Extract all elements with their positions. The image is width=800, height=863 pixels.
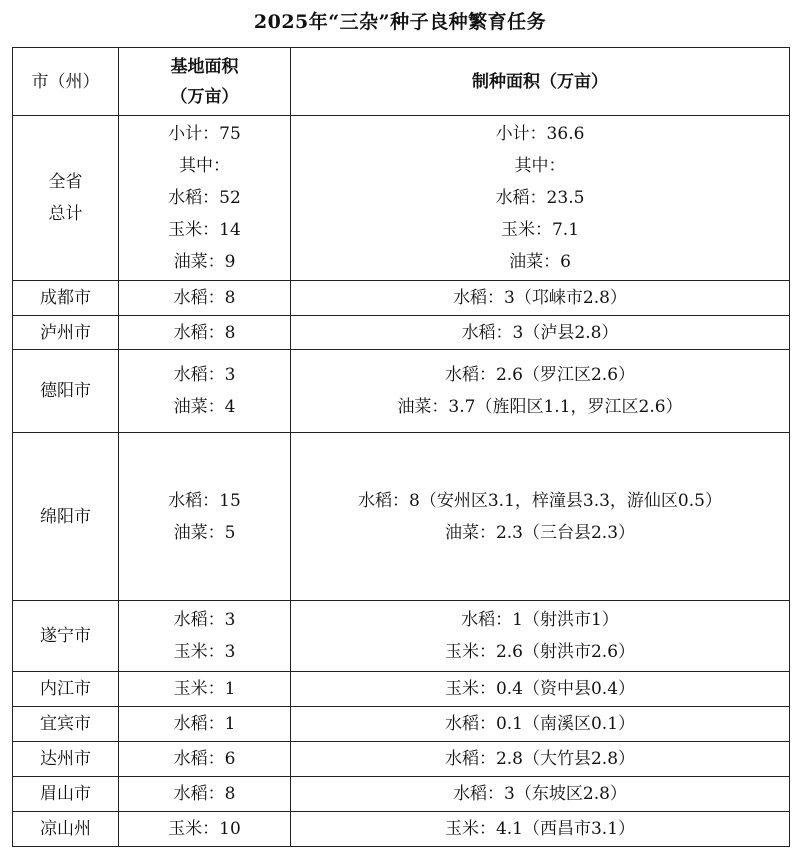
- base-area-cell-line: 水稻：1: [173, 714, 236, 734]
- table-body: [13, 116, 790, 847]
- city-cell: [13, 812, 119, 847]
- seed-area-cell: [291, 812, 790, 847]
- city-cell-line: 泸州市: [40, 322, 91, 343]
- document-title: 2025年“三杂”种子良种繁育任务: [253, 11, 547, 33]
- table-row: [13, 601, 790, 672]
- city-cell: [13, 707, 119, 742]
- seed-area-cell: [291, 316, 790, 350]
- seed-area-cell-line: 水稻：3（邛崃市2.8）: [453, 288, 627, 308]
- table-row: [13, 777, 790, 812]
- city-cell-line: 德阳市: [40, 381, 91, 401]
- seed-area-cell-line: 水稻：23.5: [495, 188, 585, 208]
- seed-area-cell: [291, 281, 790, 316]
- seed-area-cell-line: 水稻：3（东坡区2.8）: [453, 784, 627, 804]
- header-city: 市（州）: [13, 48, 119, 116]
- city-cell: [13, 672, 119, 707]
- table-row: [13, 672, 790, 707]
- seed-area-cell: [291, 777, 790, 812]
- seed-area-cell-line: 水稻：8（安州区3.1，梓潼县3.3，游仙区0.5）: [358, 490, 722, 511]
- table-row: [13, 281, 790, 316]
- city-cell: [13, 601, 119, 672]
- base-area-cell-line: 水稻：52: [168, 188, 241, 208]
- seed-area-cell-line: 水稻：1（射洪市1）: [461, 610, 619, 630]
- header-seed-area: 制种面积（万亩）: [291, 48, 790, 116]
- city-cell-line: 成都市: [40, 288, 91, 308]
- base-area-cell: [119, 742, 291, 777]
- seed-area-cell-line: 水稻：2.6（罗江区2.6）: [444, 365, 636, 385]
- seed-area-cell-line: 玉米：4.1（西昌市3.1）: [444, 819, 636, 839]
- table-row: [13, 116, 790, 281]
- base-area-cell-line: 水稻：8: [173, 288, 236, 308]
- seed-area-cell-line: 玉米：7.1: [500, 220, 580, 240]
- seed-area-cell-line: 油菜：2.3（三台县2.3）: [444, 522, 636, 543]
- table-row: [13, 433, 790, 601]
- city-cell-line: 总计: [48, 204, 83, 224]
- city-cell-line: 凉山州: [40, 819, 91, 839]
- city-cell-line: 绵阳市: [40, 506, 91, 527]
- seed-area-cell: [291, 672, 790, 707]
- city-cell-line: 达州市: [40, 749, 91, 769]
- city-cell: [13, 777, 119, 812]
- city-cell: [13, 433, 119, 601]
- base-area-cell: [119, 707, 291, 742]
- base-area-cell-line: 油菜：4: [173, 397, 236, 417]
- city-cell-line: 内江市: [40, 679, 91, 699]
- seed-area-cell-line: 油菜：6: [509, 252, 571, 272]
- city-cell: [13, 281, 119, 316]
- base-area-cell-line: 水稻：15: [168, 490, 241, 511]
- seed-area-cell-line: 油菜：3.7（旌阳区1.1，罗江区2.6）: [397, 397, 683, 417]
- city-cell: [13, 316, 119, 350]
- base-area-cell-line: 小计：75: [168, 124, 241, 144]
- seed-area-cell-line: 玉米：2.6（射洪市2.6）: [444, 642, 636, 662]
- base-area-cell-line: 水稻：3: [173, 365, 236, 385]
- header-base-area-unit: （万亩）: [170, 86, 239, 107]
- city-cell-line: 宜宾市: [40, 714, 91, 734]
- base-area-cell: [119, 116, 291, 281]
- table-row: [13, 316, 790, 350]
- city-cell: [13, 116, 119, 281]
- city-cell-line: 眉山市: [40, 784, 91, 804]
- base-area-cell-line: 水稻：8: [173, 322, 236, 343]
- seed-area-cell: [291, 707, 790, 742]
- header-base-area: [119, 48, 291, 116]
- seed-area-cell-line: 玉米：0.4（资中县0.4）: [444, 679, 636, 699]
- base-area-cell: [119, 433, 291, 601]
- base-area-cell-line: 油菜：9: [173, 252, 236, 272]
- city-cell-line: 全省: [48, 172, 83, 192]
- base-area-cell-line: 水稻：6: [173, 749, 236, 769]
- seed-area-cell-line: 小计：36.6: [495, 124, 585, 144]
- base-area-cell: [119, 601, 291, 672]
- city-cell: [13, 742, 119, 777]
- base-area-cell: [119, 777, 291, 812]
- seed-area-cell-line: 其中：: [514, 156, 566, 176]
- seed-area-cell: [291, 433, 790, 601]
- seed-area-cell: [291, 350, 790, 433]
- table-row: [13, 707, 790, 742]
- seed-area-cell-line: 水稻：2.8（大竹县2.8）: [444, 749, 636, 769]
- base-area-cell-line: 水稻：3: [173, 610, 236, 630]
- base-area-cell-line: 玉米：1: [173, 679, 236, 699]
- seed-area-cell-line: 水稻：3（泸县2.8）: [461, 322, 619, 343]
- base-area-cell-line: 油菜：5: [173, 522, 236, 543]
- header-row: [13, 48, 790, 116]
- seed-area-cell-line: 水稻：0.1（南溪区0.1）: [444, 714, 636, 734]
- table-row: [13, 812, 790, 847]
- seed-breeding-table: [12, 47, 790, 847]
- seed-area-cell: [291, 742, 790, 777]
- base-area-cell-line: 玉米：10: [168, 819, 241, 839]
- table-row: [13, 350, 790, 433]
- base-area-cell: [119, 350, 291, 433]
- base-area-cell: [119, 281, 291, 316]
- base-area-cell-line: 其中：: [179, 156, 230, 176]
- city-cell-line: 遂宁市: [40, 626, 91, 646]
- seed-area-cell: [291, 601, 790, 672]
- base-area-cell-line: 玉米：3: [173, 642, 236, 662]
- base-area-cell: [119, 316, 291, 350]
- base-area-cell-line: 玉米：14: [168, 220, 241, 240]
- header-base-area-line: 基地面积: [170, 56, 239, 77]
- city-cell: [13, 350, 119, 433]
- table-row: [13, 742, 790, 777]
- base-area-cell: [119, 812, 291, 847]
- base-area-cell: [119, 672, 291, 707]
- base-area-cell-line: 水稻：8: [173, 784, 236, 804]
- seed-area-cell: [291, 116, 790, 281]
